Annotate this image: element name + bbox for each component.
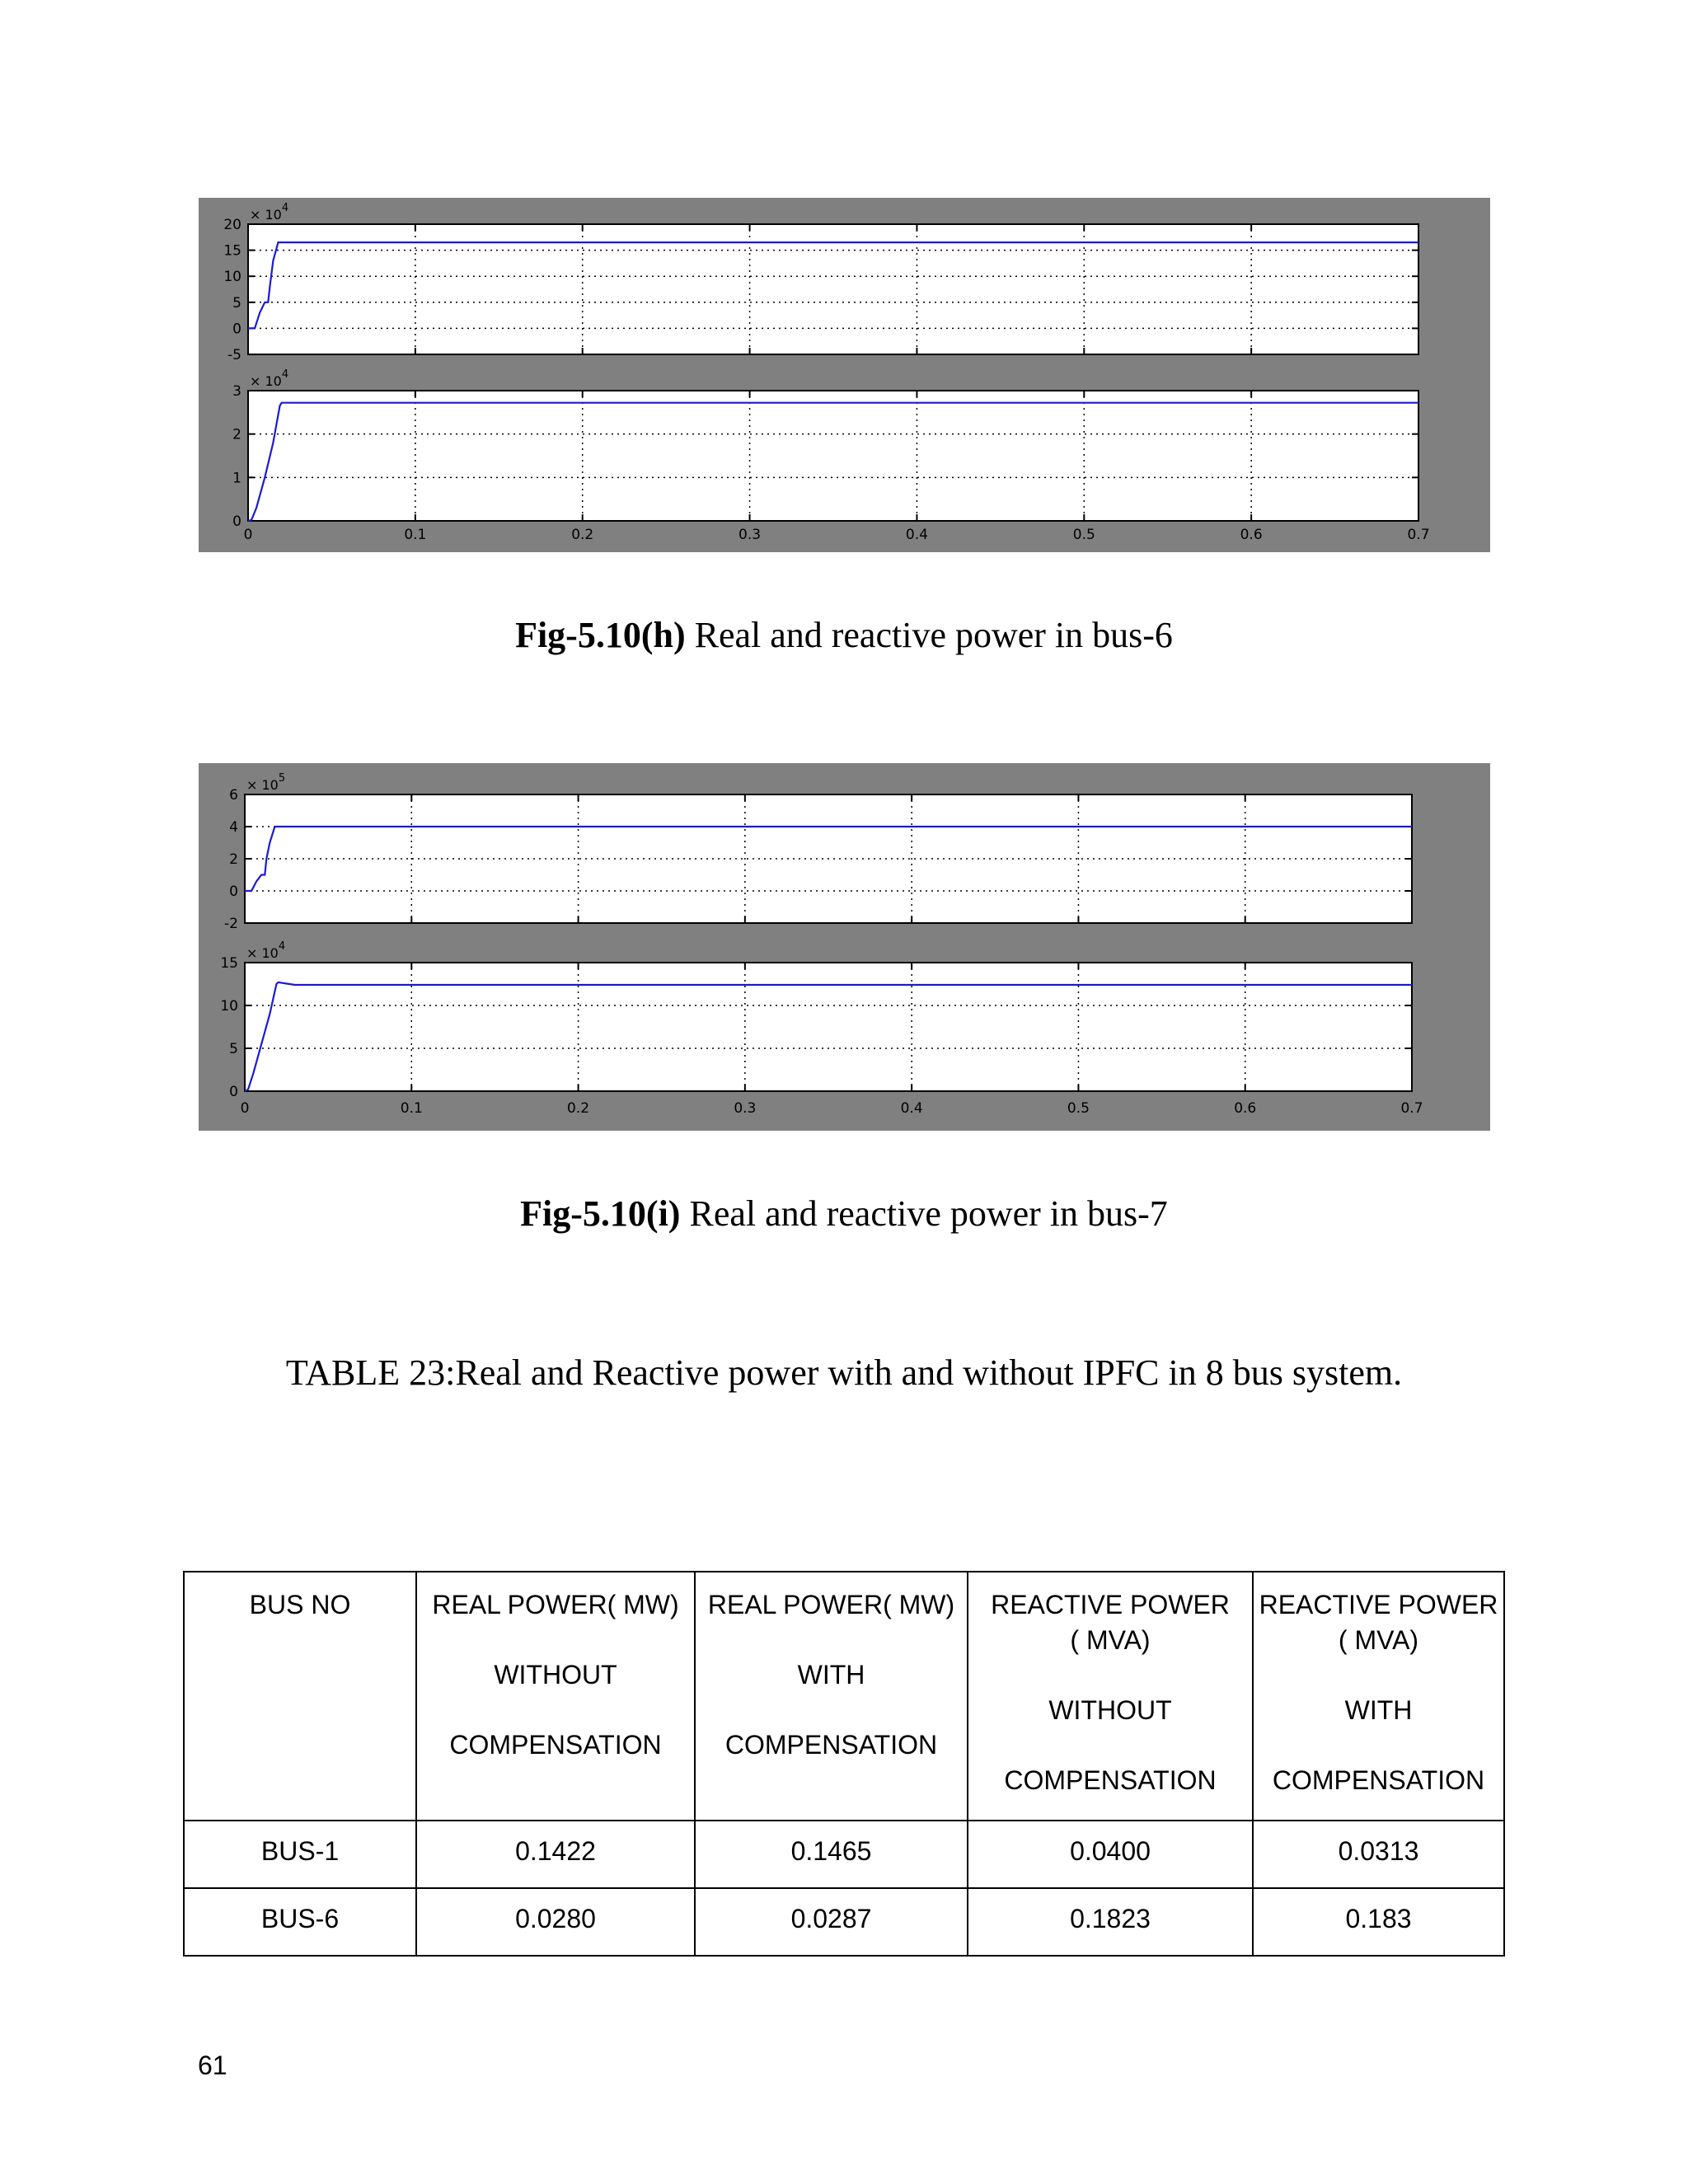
header-real-power-without (416, 1572, 695, 1821)
table-cell: BUS-1 (184, 1821, 416, 1888)
x-tick-label: 0.5 (1067, 1100, 1090, 1117)
table-cell: 0.0400 (968, 1821, 1253, 1888)
table-cell: 0.1823 (968, 1888, 1253, 1956)
y-tick-label: -5 (227, 347, 241, 363)
subplot-lower (232, 368, 1418, 530)
plot-area (248, 224, 1418, 354)
x-tick-label: 0 (243, 527, 253, 543)
y-tick-label: 2 (232, 426, 241, 443)
figure-5-10h (199, 198, 1490, 552)
y-tick-label: 6 (229, 787, 238, 804)
y-tick-label: 0 (232, 513, 241, 530)
table-cell: 0.0280 (416, 1888, 695, 1956)
plot-area (248, 391, 1418, 521)
page-number: 61 (198, 2050, 227, 2080)
header-line: WITH (797, 1660, 865, 1690)
figure-5-10i-caption (0, 1193, 1688, 1235)
header-line: ( MVA) (1338, 1625, 1419, 1655)
table-cell: 0.1422 (416, 1821, 695, 1888)
table-cell: 0.183 (1253, 1888, 1504, 1956)
axis-multiplier-label: × $10^4$ (250, 202, 289, 223)
x-tick-label: 0.4 (905, 527, 928, 543)
axis-multiplier-label: × $10^4$ (246, 940, 286, 961)
header-line: BUS NO (249, 1590, 351, 1619)
x-tick-label: 0.1 (400, 1100, 423, 1117)
y-tick-label: 0 (229, 1084, 238, 1100)
x-tick-label: 0.2 (567, 1100, 590, 1117)
header-reactive-power-with (1253, 1572, 1504, 1821)
y-tick-label: 1 (232, 470, 241, 487)
header-line: WITH (1344, 1695, 1413, 1725)
table-cell: BUS-6 (184, 1888, 416, 1956)
x-tick-label: 0.6 (1234, 1100, 1257, 1117)
header-bus-no (184, 1572, 416, 1821)
plot-area (245, 963, 1412, 1091)
header-line: REACTIVE POWER (991, 1590, 1230, 1619)
table-cell: 0.0313 (1253, 1821, 1504, 1888)
header-line: REACTIVE POWER (1259, 1590, 1498, 1619)
figure-5-10h-plot (199, 198, 1490, 552)
caption-text: Real and reactive power in bus-6 (685, 615, 1173, 655)
caption-text: Real and reactive power in bus-7 (680, 1193, 1168, 1234)
header-line: WITHOUT (1048, 1695, 1172, 1725)
x-tick-label: 0.1 (404, 527, 427, 543)
x-tick-label: 0 (240, 1100, 250, 1117)
x-tick-label: 0.4 (900, 1100, 923, 1117)
header-line: COMPENSATION (1272, 1765, 1485, 1795)
header-line: COMPENSATION (724, 1730, 938, 1760)
table-row (184, 1821, 1504, 1888)
y-tick-label: 15 (223, 242, 241, 260)
header-line: COMPENSATION (1004, 1765, 1217, 1795)
table-cell: 0.0287 (695, 1888, 968, 1956)
x-tick-label: 0.7 (1407, 527, 1430, 543)
y-tick-label: 5 (232, 294, 241, 312)
header-reactive-power-without (968, 1572, 1253, 1821)
header-line: REAL POWER( MW) (707, 1590, 955, 1619)
y-tick-label: 0 (232, 321, 241, 338)
header-real-power-with (695, 1572, 968, 1821)
y-tick-label: 3 (232, 383, 241, 400)
y-tick-label: 0 (229, 883, 238, 900)
header-line: COMPENSATION (449, 1730, 662, 1760)
figure-5-10i (199, 763, 1490, 1131)
caption-label: Fig-5.10(i) (520, 1193, 681, 1234)
caption-label: Fig-5.10(h) (515, 615, 686, 655)
y-tick-label: 5 (229, 1041, 238, 1057)
x-tick-label: 0.6 (1240, 527, 1263, 543)
figure-5-10h-caption (0, 614, 1688, 656)
y-tick-label: 20 (223, 217, 241, 233)
header-line: REAL POWER( MW) (432, 1590, 679, 1619)
y-tick-label: 2 (229, 851, 238, 868)
figure-5-10i-plot (199, 763, 1490, 1131)
y-tick-label: 10 (223, 269, 241, 286)
y-tick-label: 15 (220, 955, 238, 972)
y-tick-label: -2 (224, 916, 238, 932)
table-header-row (184, 1572, 1504, 1821)
y-tick-label: 10 (220, 998, 238, 1015)
data-table (183, 1571, 1505, 1957)
table-cell: 0.1465 (695, 1821, 968, 1888)
table-title: TABLE 23:Real and Reactive power with and without IPFC in 8 bus system. (285, 1352, 1403, 1393)
x-tick-label: 0.3 (738, 527, 762, 543)
x-tick-label: 0.5 (1072, 527, 1095, 543)
subplot-upper (224, 772, 1412, 932)
x-tick-label: 0.7 (1400, 1100, 1423, 1117)
y-tick-label: 4 (229, 819, 238, 836)
table-row (184, 1888, 1504, 1956)
subplot-upper (223, 202, 1418, 363)
x-tick-label: 0.2 (571, 527, 594, 543)
axis-multiplier-label: × $10^5$ (246, 772, 286, 793)
x-tick-label: 0.3 (734, 1100, 757, 1117)
axis-multiplier-label: × $10^4$ (250, 368, 289, 389)
header-line: ( MVA) (1070, 1625, 1151, 1655)
subplot-lower (220, 940, 1412, 1100)
header-line: WITHOUT (494, 1660, 617, 1690)
